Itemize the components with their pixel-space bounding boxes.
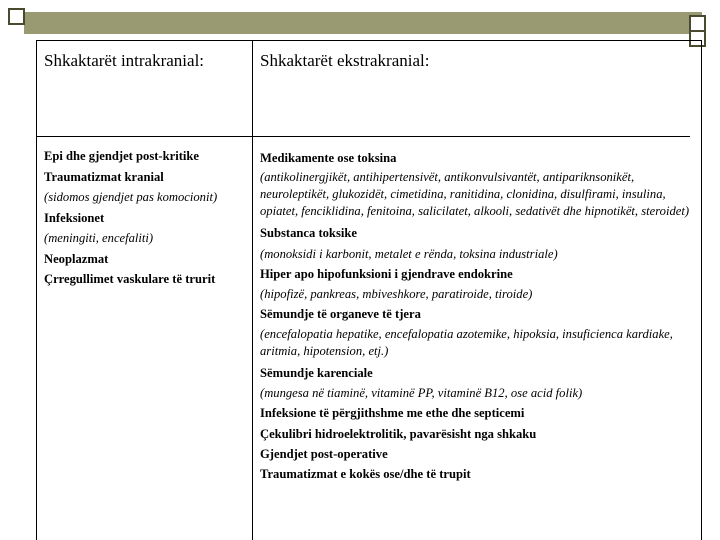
list-item: Substanca toksike [260,226,357,241]
header-extracranial: Shkaktarët ekstrakranial: [260,51,430,70]
list-item: Sëmundje karenciale [260,365,373,380]
list-item: Traumatizmat e kokës ose/dhe të trupit [260,467,471,482]
list-item: Medikamente ose toksina [260,151,397,165]
list-item: Çrregullimet vaskulare të trurit [44,272,216,286]
list-item: Hiper apo hipofunksioni i gjendrave endokrine [260,266,513,281]
header-divider [36,136,690,137]
list-item: (encefalopatia hepatike, encefalopatia azotemike, hipoksia, insuficienca kardiake, aritmia, hipotension, etj.) [260,326,673,358]
title-bar-decoration [24,12,702,34]
list-item: Sëmundje të organeve të tjera [260,307,421,322]
list-item: Neoplazmat [44,251,109,266]
list-item: (hipofizë, pankreas, mbiveshkore, paratiroide, tiroide) [260,287,533,302]
list-item: (meningiti, encefaliti) [44,231,154,245]
intracranial-causes-list [44,146,250,290]
decorative-square-left [8,8,25,25]
list-item: (sidomos gjendjet pas komocionit) [44,190,218,204]
list-item: Infeksione të përgjithshme me ethe dhe septicemi [260,406,525,421]
list-item: Gjendjet post-operative [260,446,388,461]
list-item: Infeksionet [44,210,105,225]
list-item: (antikolinergjikët, antihipertensivët, antikonvulsivantët, antipariknsonikët, neuroleptikët, glukozidët, cimetidina, ranitidina, clonidina, disulfirami, insulina, opiatet, fenciklidina, fenitoina, salicilatet, alkooli, sedativët dhe hipnotikët, steroidet) [260,170,690,219]
extracranial-causes-list [260,148,690,485]
header-intracranial: Shkaktarët intrakranial: [44,51,205,70]
list-item: (mungesa në tiaminë, vitaminë PP, vitaminë B12, ose acid folik) [260,386,583,401]
list-item: (monoksidi i karbonit, metalet e rënda, toksina industriale) [260,246,558,261]
list-item: Traumatizmat kranial [44,169,164,184]
column-divider [252,40,253,540]
list-item: Epi dhe gjendjet post-kritike [44,149,199,163]
list-item: Çekulibri hidroelektrolitik, pavarësisht nga shkaku [260,426,537,441]
